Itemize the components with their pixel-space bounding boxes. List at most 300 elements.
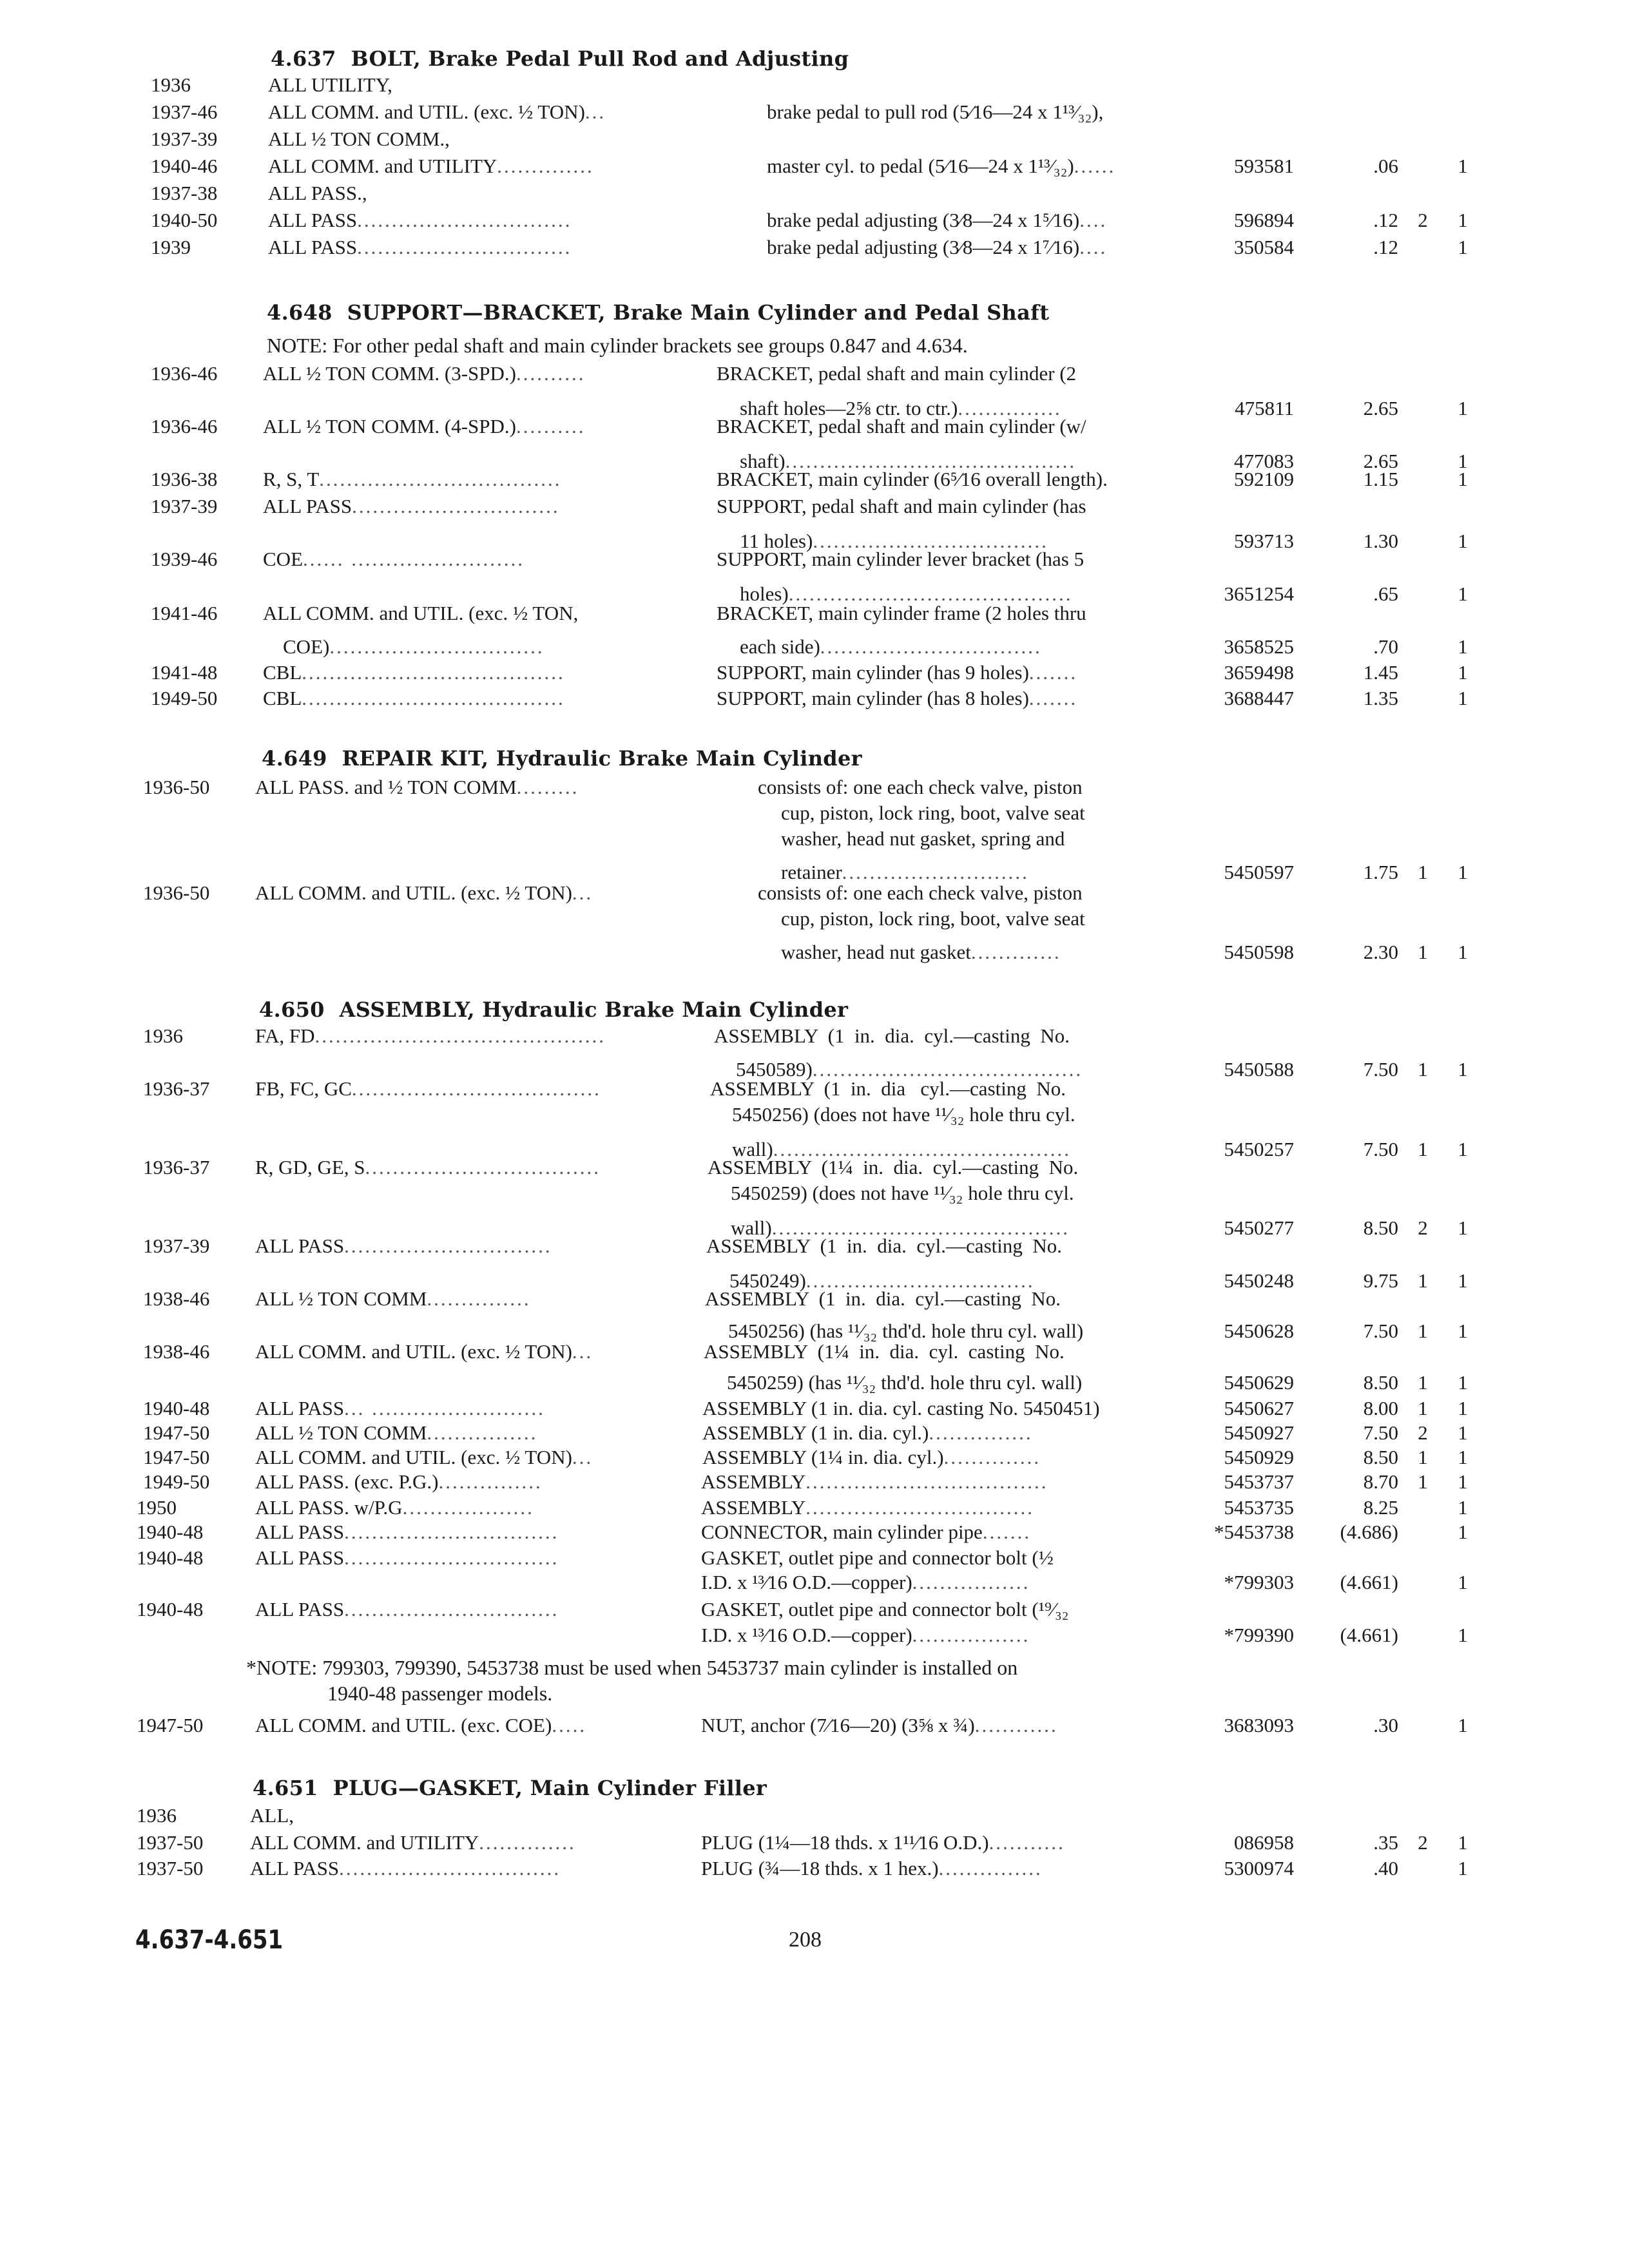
list-price: .12	[1373, 236, 1398, 258]
quantity-per-vehicle: 1	[1458, 1320, 1468, 1342]
part-number: 5300974	[1224, 1857, 1294, 1879]
list-price: .35	[1373, 1831, 1398, 1854]
leader-dots: ...................	[402, 1496, 534, 1519]
leader-dots: ......................................	[302, 687, 565, 709]
quantity-per-vehicle: 1	[1458, 1831, 1468, 1854]
part-description	[781, 938, 1061, 966]
list-price: (4.661)	[1340, 1624, 1398, 1646]
part-number: 5450248	[1224, 1269, 1294, 1292]
quantity-per-vehicle: 1	[1458, 1371, 1468, 1394]
part-number: 593581	[1234, 155, 1294, 177]
leader-dots: ...............................	[357, 209, 572, 231]
quantity-per-package: 2	[1418, 1831, 1428, 1854]
leader-dots: ..........................................	[785, 450, 1077, 472]
part-description	[701, 1621, 1030, 1649]
catalog-row	[0, 1179, 1629, 1207]
leader-dots: ...	[572, 881, 593, 904]
model-applicability	[255, 1022, 606, 1050]
catalog-row	[0, 773, 1629, 802]
model-applicability	[263, 360, 585, 388]
leader-dots: ....................................	[351, 1077, 601, 1100]
model-text: ALL COMM. and UTILITY	[250, 1831, 479, 1854]
leader-dots: ...............	[438, 1470, 543, 1493]
description-text: BRACKET, main cylinder (6⁵⁄16 overall length).	[717, 468, 1108, 490]
footnote-line: 1940-48 passenger models.	[327, 1682, 553, 1705]
description-text: brake pedal adjusting (3⁄8—24 x 1⁵⁄16)	[767, 209, 1080, 231]
leader-dots: .................	[912, 1624, 1030, 1646]
quantity-per-package: 2	[1418, 1216, 1428, 1239]
description-text: ASSEMBLY (1 in. dia. cyl. casting No. 5450451)	[702, 1397, 1100, 1419]
list-price: 1.45	[1363, 661, 1398, 684]
description-text: shaft)	[740, 450, 786, 472]
catalog-row	[0, 1854, 1629, 1883]
description-text: ASSEMBLY (1 in. dia cyl.—casting No.	[710, 1077, 1066, 1100]
leader-dots: .................................	[805, 1269, 1035, 1292]
model-text: COE	[263, 548, 303, 570]
catalog-row	[0, 98, 1629, 126]
quantity-per-vehicle: 1	[1458, 1714, 1468, 1736]
part-number: 5450598	[1224, 941, 1294, 963]
list-price: 8.50	[1363, 1216, 1398, 1239]
model-text: ALL PASS	[255, 1397, 345, 1419]
part-description	[710, 1075, 1066, 1103]
catalog-row	[0, 1022, 1629, 1050]
description-text: ASSEMBLY (1¼ in. dia. cyl.)	[702, 1446, 944, 1468]
model-year: 1937-39	[143, 1235, 210, 1257]
description-text: cup, piston, lock ring, boot, valve seat	[781, 802, 1085, 824]
model-year: 1936-37	[143, 1156, 210, 1178]
part-description	[758, 773, 1083, 802]
model-applicability	[268, 152, 594, 180]
part-description	[732, 1100, 1075, 1129]
part-description	[727, 1369, 1082, 1397]
catalog-row	[0, 152, 1629, 180]
model-text: ALL ½ TON COMM	[255, 1287, 427, 1310]
model-text: ALL,	[250, 1804, 294, 1827]
model-text: ALL COMM. and UTIL. (exc. ½ TON)	[268, 101, 585, 123]
model-year: 1947-50	[143, 1421, 210, 1444]
list-price: 7.50	[1363, 1138, 1398, 1160]
catalog-row	[0, 1802, 1629, 1830]
part-description	[717, 684, 1077, 713]
quantity-per-vehicle: 1	[1458, 861, 1468, 883]
quantity-per-vehicle: 1	[1458, 1397, 1468, 1419]
leader-dots: ....	[1079, 209, 1108, 231]
part-number: *799303	[1224, 1571, 1294, 1593]
model-applicability	[255, 879, 593, 907]
quantity-per-package: 1	[1418, 1138, 1428, 1160]
part-number: 475811	[1235, 397, 1294, 419]
part-number: 5450927	[1224, 1421, 1294, 1444]
catalog-row	[0, 545, 1629, 573]
leader-dots: ..............	[943, 1446, 1041, 1468]
leader-dots: ................................	[339, 1857, 561, 1879]
quantity-per-package: 1	[1418, 1320, 1428, 1342]
leader-dots: ...............................	[344, 1598, 559, 1620]
model-text: ALL PASS	[268, 209, 358, 231]
list-price: .70	[1373, 635, 1398, 658]
list-price: 8.00	[1363, 1397, 1398, 1419]
leader-dots: .........	[516, 776, 579, 798]
catalog-row	[0, 1153, 1629, 1182]
description-text: cup, piston, lock ring, boot, valve seat	[781, 907, 1085, 930]
quantity-per-vehicle: 1	[1458, 1138, 1468, 1160]
model-applicability	[250, 1829, 576, 1857]
part-description	[717, 360, 1076, 388]
leader-dots: ...........	[988, 1831, 1065, 1854]
catalog-row	[0, 1075, 1629, 1103]
leader-dots: ...	[572, 1446, 593, 1468]
model-year: 1947-50	[137, 1714, 204, 1736]
part-number: 5453737	[1224, 1470, 1294, 1493]
list-price: .40	[1373, 1857, 1398, 1879]
part-description	[701, 1854, 1043, 1883]
quantity-per-package: 1	[1418, 1470, 1428, 1493]
model-year: 1940-48	[143, 1397, 210, 1419]
description-text: NUT, anchor (7⁄16—20) (3⅝ x ¾)	[701, 1714, 975, 1736]
catalog-row	[0, 1568, 1629, 1597]
model-applicability	[268, 71, 392, 99]
description-text: SUPPORT, main cylinder lever bracket (has 5	[717, 548, 1084, 570]
part-description	[705, 1285, 1061, 1313]
list-price: .12	[1373, 209, 1398, 231]
model-year: 1938-46	[143, 1287, 210, 1310]
catalog-row	[0, 599, 1629, 628]
part-description	[701, 1468, 1048, 1496]
leader-dots: ..................................	[365, 1156, 601, 1178]
catalog-row	[0, 465, 1629, 494]
leader-dots: ......................................	[302, 661, 565, 684]
model-text: ALL PASS. and ½ TON COMM	[255, 776, 517, 798]
catalog-row	[0, 879, 1629, 907]
quantity-per-vehicle: 1	[1458, 1421, 1468, 1444]
leader-dots: ................................	[820, 635, 1042, 658]
part-description	[717, 492, 1086, 521]
quantity-per-vehicle: 1	[1458, 1624, 1468, 1646]
list-price: 1.30	[1363, 530, 1398, 552]
catalog-row	[0, 658, 1629, 687]
list-price: 8.25	[1363, 1496, 1398, 1519]
quantity-per-vehicle: 1	[1458, 209, 1468, 231]
list-price: (4.661)	[1340, 1571, 1398, 1593]
list-price: 2.65	[1363, 397, 1398, 419]
model-text: R, GD, GE, S	[255, 1156, 365, 1178]
part-description	[706, 1232, 1062, 1260]
quantity-per-vehicle: 1	[1458, 941, 1468, 963]
part-description	[701, 1829, 1065, 1857]
model-year: 1936	[143, 1024, 183, 1047]
model-year: 1937-39	[151, 495, 218, 517]
part-number: 5450588	[1224, 1058, 1294, 1081]
list-price: 1.75	[1363, 861, 1398, 883]
list-price: .30	[1373, 1714, 1398, 1736]
leader-dots: ...... .........................	[303, 548, 525, 570]
part-description	[704, 1338, 1065, 1366]
catalog-row	[0, 206, 1629, 235]
description-text: 5450589)	[736, 1058, 813, 1081]
catalog-row	[0, 825, 1629, 853]
quantity-per-vehicle: 1	[1458, 1571, 1468, 1593]
description-text: 11 holes)	[740, 530, 813, 552]
catalog-row	[0, 233, 1629, 262]
quantity-per-package: 2	[1418, 209, 1428, 231]
leader-dots: ...............................	[357, 236, 572, 258]
model-text: CBL	[263, 661, 302, 684]
list-price: 1.35	[1363, 687, 1398, 709]
quantity-per-vehicle: 1	[1458, 450, 1468, 472]
catalog-row	[0, 1369, 1629, 1397]
model-text: ALL ½ TON COMM. (3-SPD.)	[263, 362, 516, 385]
model-text: ALL PASS	[255, 1598, 345, 1620]
model-applicability	[255, 1075, 601, 1103]
section-heading: 4.650 ASSEMBLY, Hydraulic Brake Main Cylinder	[259, 997, 849, 1022]
quantity-per-vehicle: 1	[1458, 582, 1468, 605]
description-text: GASKET, outlet pipe and connector bolt (¹⁹⁄₃₂	[701, 1598, 1069, 1620]
leader-dots: ...........................	[842, 861, 1029, 883]
model-applicability	[268, 233, 572, 262]
footnote-line: *NOTE: 799303, 799390, 5453738 must be used when 5453737 main cylinder is installed on	[246, 1656, 1018, 1679]
part-number: 5450277	[1224, 1216, 1294, 1239]
part-description	[758, 879, 1083, 907]
section-range-footer: 4.637-4.651	[135, 1925, 284, 1955]
model-year: 1949-50	[143, 1470, 210, 1493]
leader-dots: .................................	[805, 1496, 1035, 1519]
leader-dots: ...........................................	[771, 1216, 1070, 1239]
part-description	[714, 1022, 1070, 1050]
model-applicability	[268, 98, 606, 126]
model-year: 1936	[151, 73, 191, 96]
catalog-row	[0, 1829, 1629, 1857]
description-text: PLUG (1¼—18 thds. x 1¹¹⁄16 O.D.)	[701, 1831, 989, 1854]
part-number: 086958	[1234, 1831, 1294, 1854]
model-applicability	[255, 1518, 559, 1546]
leader-dots: .............	[970, 941, 1061, 963]
leader-dots: ...............	[938, 1857, 1043, 1879]
catalog-row	[0, 633, 1629, 661]
description-text: holes)	[740, 582, 789, 605]
model-year: 1938-46	[143, 1340, 210, 1363]
list-price: 1.15	[1363, 468, 1398, 490]
part-number: 3658525	[1224, 635, 1294, 658]
part-description	[717, 465, 1108, 494]
part-description	[717, 658, 1077, 687]
model-applicability	[263, 412, 585, 441]
description-text: washer, head nut gasket, spring and	[781, 827, 1065, 850]
part-number: 3659498	[1224, 661, 1294, 684]
catalog-row	[0, 799, 1629, 827]
leader-dots: ...............	[929, 1421, 1033, 1444]
model-text: ALL PASS	[255, 1521, 345, 1543]
leader-dots: ..........	[516, 362, 586, 385]
model-year: 1936-37	[143, 1077, 210, 1100]
part-number: 350584	[1234, 236, 1294, 258]
list-price: 2.65	[1363, 450, 1398, 472]
part-description	[701, 1568, 1030, 1597]
description-text: I.D. x ¹³⁄16 O.D.—copper)	[701, 1571, 912, 1593]
quantity-per-package: 2	[1418, 1421, 1428, 1444]
description-text: ASSEMBLY (1 in. dia. cyl.—casting No.	[705, 1287, 1061, 1310]
leader-dots: ...............	[427, 1287, 531, 1310]
description-text: BRACKET, main cylinder frame (2 holes thru	[717, 602, 1086, 624]
quantity-per-vehicle: 1	[1458, 236, 1468, 258]
model-text: ALL PASS	[263, 495, 352, 517]
model-text: ALL COMM. and UTIL. (exc. ½ TON,	[263, 602, 579, 624]
quantity-per-vehicle: 1	[1458, 687, 1468, 709]
model-year: 1936-46	[151, 415, 218, 437]
section-note: NOTE: For other pedal shaft and main cylinder brackets see groups 0.847 and 4.634.	[267, 334, 968, 357]
description-text: BRACKET, pedal shaft and main cylinder (w/	[717, 415, 1086, 437]
description-text: wall)	[732, 1138, 773, 1160]
quantity-per-vehicle: 1	[1458, 530, 1468, 552]
quantity-per-vehicle: 1	[1458, 155, 1468, 177]
model-year: 1936-46	[151, 362, 218, 385]
list-price: 9.75	[1363, 1269, 1398, 1292]
part-number: 477083	[1234, 450, 1294, 472]
catalog-row	[0, 1595, 1629, 1624]
model-applicability	[255, 1338, 593, 1366]
model-text: ALL ½ TON COMM	[255, 1421, 427, 1444]
model-year: 1937-39	[151, 128, 218, 150]
model-year: 1937-50	[137, 1857, 204, 1879]
part-description	[717, 545, 1084, 573]
list-price: 8.50	[1363, 1371, 1398, 1394]
quantity-per-package: 1	[1418, 941, 1428, 963]
description-text: retainer	[781, 861, 842, 883]
quantity-per-package: 1	[1418, 1269, 1428, 1292]
model-text: ALL PASS. w/P.G	[255, 1496, 403, 1519]
leader-dots: ...............	[958, 397, 1062, 419]
catalog-row	[0, 905, 1629, 933]
leader-dots: ...................................	[319, 468, 562, 490]
list-price: 7.50	[1363, 1058, 1398, 1081]
leader-dots: ...	[572, 1340, 593, 1363]
model-applicability	[263, 545, 525, 573]
list-price: 7.50	[1363, 1320, 1398, 1342]
part-description	[767, 152, 1115, 180]
model-applicability	[255, 1711, 586, 1740]
part-number: 3688447	[1224, 687, 1294, 709]
description-text: each side)	[740, 635, 820, 658]
section-heading: 4.648 SUPPORT—BRACKET, Brake Main Cylinder and Pedal Shaft	[267, 300, 1050, 325]
leader-dots: .......	[1028, 661, 1078, 684]
model-year: 1936-38	[151, 468, 218, 490]
catalog-row	[0, 125, 1629, 153]
description-text: shaft holes—2⅝ ctr. to ctr.)	[740, 397, 958, 419]
model-applicability	[255, 1153, 601, 1182]
description-text: GASKET, outlet pipe and connector bolt (½	[701, 1546, 1054, 1569]
model-text: ALL COMM. and UTILITY	[268, 155, 497, 177]
description-text: 5450256) (has ¹¹⁄₃₂ thd'd. hole thru cyl. wall)	[728, 1320, 1084, 1342]
quantity-per-vehicle: 1	[1458, 1058, 1468, 1081]
model-text: ALL COMM. and UTIL. (exc. ½ TON)	[255, 1446, 572, 1468]
model-year: 1937-38	[151, 182, 218, 204]
leader-dots: .....	[552, 1714, 587, 1736]
quantity-per-vehicle: 1	[1458, 661, 1468, 684]
part-description	[701, 1595, 1069, 1624]
description-text: ASSEMBLY (1 in. dia. cyl.—casting No.	[706, 1235, 1062, 1257]
quantity-per-vehicle: 1	[1458, 1269, 1468, 1292]
model-applicability	[255, 1468, 543, 1496]
model-applicability	[268, 179, 367, 207]
part-number: 5450627	[1224, 1397, 1294, 1419]
model-applicability	[263, 684, 565, 713]
leader-dots: ...................................	[805, 1470, 1048, 1493]
part-description	[781, 799, 1085, 827]
part-description	[740, 633, 1042, 661]
section-heading: 4.651 PLUG—GASKET, Main Cylinder Filler	[253, 1776, 767, 1800]
model-year: 1940-48	[137, 1546, 204, 1569]
leader-dots: ....	[1079, 236, 1108, 258]
description-text: ASSEMBLY (1¼ in. dia. cyl.—casting No.	[708, 1156, 1079, 1178]
quantity-per-package: 1	[1418, 1371, 1428, 1394]
model-applicability	[263, 658, 565, 687]
catalog-row	[0, 1232, 1629, 1260]
model-year: 1936-50	[143, 776, 210, 798]
list-price: (4.686)	[1340, 1521, 1398, 1543]
model-year: 1939	[151, 236, 191, 258]
leader-dots: ..............	[497, 155, 594, 177]
catalog-row	[0, 938, 1629, 966]
quantity-per-package: 1	[1418, 861, 1428, 883]
model-text: FA, FD	[255, 1024, 315, 1047]
description-text: 5450259) (does not have ¹¹⁄₃₂ hole thru cyl.	[731, 1182, 1074, 1204]
part-number: 5453735	[1224, 1496, 1294, 1519]
catalog-row	[0, 1518, 1629, 1546]
section-heading: 4.649 REPAIR KIT, Hydraulic Brake Main Cylinder	[262, 746, 862, 771]
description-text: SUPPORT, main cylinder (has 9 holes)	[717, 661, 1029, 684]
part-number: *799390	[1224, 1624, 1294, 1646]
leader-dots: ... .........................	[344, 1397, 545, 1419]
section-heading: 4.637 BOLT, Brake Pedal Pull Rod and Adjusting	[271, 46, 849, 71]
part-number: 5450628	[1224, 1320, 1294, 1342]
model-applicability	[255, 1595, 559, 1624]
part-number: 5450257	[1224, 1138, 1294, 1160]
model-applicability	[268, 125, 450, 153]
model-year: 1950	[137, 1496, 177, 1519]
model-text: ALL UTILITY,	[268, 73, 392, 96]
part-description	[781, 825, 1065, 853]
part-description	[767, 98, 1103, 126]
leader-dots: ..........................................	[314, 1024, 606, 1047]
catalog-row	[0, 1285, 1629, 1313]
quantity-per-vehicle: 1	[1458, 1216, 1468, 1239]
part-description	[767, 206, 1107, 235]
description-text: consists of: one each check valve, piston	[758, 776, 1083, 798]
description-text: wall)	[731, 1216, 772, 1239]
model-applicability	[263, 633, 545, 661]
part-description	[767, 233, 1107, 262]
leader-dots: ......	[1074, 155, 1116, 177]
description-text: ASSEMBLY (1 in. dia. cyl.—casting No.	[714, 1024, 1070, 1047]
model-text: ALL PASS. (exc. P.G.)	[255, 1470, 439, 1493]
catalog-row	[0, 684, 1629, 713]
leader-dots: ............	[974, 1714, 1058, 1736]
model-applicability	[255, 1285, 531, 1313]
model-year: 1947-50	[143, 1446, 210, 1468]
model-text: ALL COMM. and UTIL. (exc. ½ TON)	[255, 1340, 572, 1363]
model-year: 1940-48	[137, 1598, 204, 1620]
part-number: 596894	[1234, 209, 1294, 231]
quantity-per-package: 1	[1418, 1446, 1428, 1468]
model-year: 1940-48	[137, 1521, 204, 1543]
quantity-per-vehicle: 1	[1458, 397, 1468, 419]
model-year: 1940-50	[151, 209, 218, 231]
description-text: consists of: one each check valve, piston	[758, 881, 1083, 904]
model-text: ALL ½ TON COMM.,	[268, 128, 450, 150]
quantity-per-vehicle: 1	[1458, 1496, 1468, 1519]
model-year: 1949-50	[151, 687, 218, 709]
model-text: ALL PASS	[255, 1235, 345, 1257]
